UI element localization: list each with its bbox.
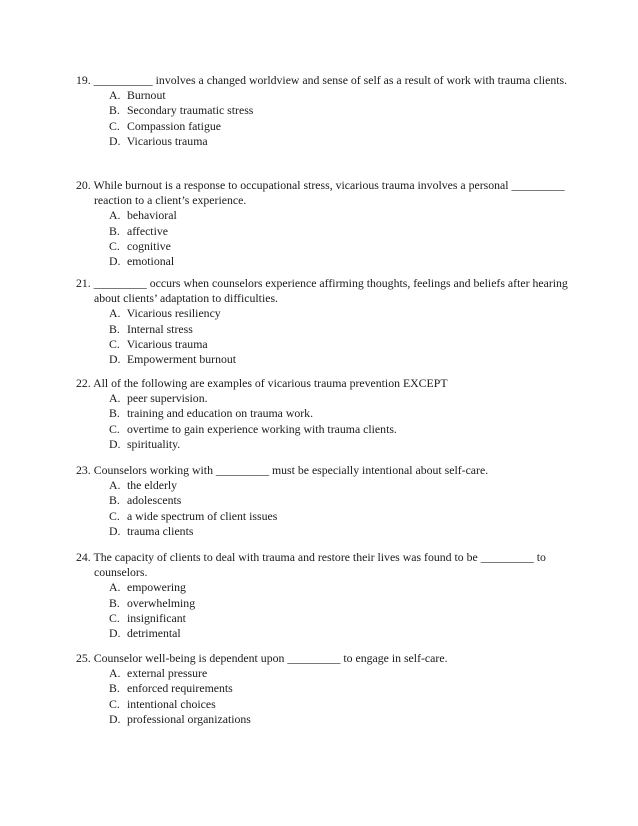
question-number: 20. xyxy=(76,178,91,192)
question-stem xyxy=(76,178,576,208)
option-letter: D. xyxy=(109,351,121,366)
option-list xyxy=(76,306,576,367)
option-text: overwhelming xyxy=(126,595,196,610)
question-stem xyxy=(76,73,576,88)
option-c xyxy=(109,119,576,134)
option-a xyxy=(109,208,576,223)
option-a xyxy=(109,478,576,493)
option-list xyxy=(76,391,576,452)
option-text: enforced requirements xyxy=(126,681,233,696)
option-text: Burnout xyxy=(126,88,166,103)
option-text: Secondary traumatic stress xyxy=(126,103,254,118)
option-text: external pressure xyxy=(126,666,208,681)
option-c xyxy=(109,509,576,524)
question-19 xyxy=(76,73,576,149)
option-text: Empowerment burnout xyxy=(126,351,237,366)
option-b xyxy=(109,596,576,611)
option-letter: A. xyxy=(109,306,121,321)
option-letter: B. xyxy=(109,406,120,421)
option-letter: D. xyxy=(109,523,121,538)
question-number: 24. xyxy=(76,550,91,564)
option-letter: A. xyxy=(109,391,121,406)
option-c xyxy=(109,697,576,712)
option-d xyxy=(109,626,576,641)
option-text: Vicarious trauma xyxy=(126,133,208,148)
question-text: The capacity of clients to deal with trauma and restore their lives was found to be _________ to counselors. xyxy=(93,550,546,580)
option-list xyxy=(76,478,576,539)
option-text: emotional xyxy=(126,253,175,268)
option-text: behavioral xyxy=(126,208,177,223)
question-stem xyxy=(76,276,576,306)
question-number: 21. xyxy=(76,276,91,290)
option-text: overtime to gain experience working with trauma clients. xyxy=(126,421,397,436)
option-letter: A. xyxy=(109,580,121,595)
option-text: empowering xyxy=(126,580,186,595)
option-list xyxy=(76,208,576,269)
question-text: Counselors working with _________ must be especially intentional about self-care. xyxy=(93,463,489,477)
option-letter: C. xyxy=(109,421,120,436)
option-text: trauma clients xyxy=(126,523,194,538)
option-letter: B. xyxy=(109,681,120,696)
option-text: the elderly xyxy=(126,478,178,493)
question-stem xyxy=(76,376,576,391)
option-text: detrimental xyxy=(126,625,181,640)
option-a xyxy=(109,666,576,681)
option-letter: B. xyxy=(109,493,120,508)
option-letter: D. xyxy=(109,625,121,640)
question-number: 25. xyxy=(76,651,91,665)
question-text: All of the following are examples of vicarious trauma prevention EXCEPT xyxy=(93,376,448,390)
option-letter: B. xyxy=(109,223,120,238)
option-text: cognitive xyxy=(126,238,171,253)
option-c xyxy=(109,239,576,254)
option-d xyxy=(109,134,576,149)
option-b xyxy=(109,493,576,508)
option-letter: C. xyxy=(109,336,120,351)
option-letter: B. xyxy=(109,595,120,610)
question-text: While burnout is a response to occupational stress, vicarious trauma involves a personal _________ reaction to a client’s experience. xyxy=(93,178,565,208)
option-text: professional organizations xyxy=(126,711,251,726)
question-stem xyxy=(76,651,576,666)
option-d xyxy=(109,524,576,539)
option-b xyxy=(109,681,576,696)
question-25 xyxy=(76,651,576,727)
option-letter: C. xyxy=(109,610,120,625)
option-letter: C. xyxy=(109,118,120,133)
option-list xyxy=(76,666,576,727)
question-21 xyxy=(76,276,576,367)
option-letter: A. xyxy=(109,478,121,493)
option-letter: D. xyxy=(109,133,121,148)
option-d xyxy=(109,352,576,367)
option-text: Internal stress xyxy=(126,321,193,336)
option-letter: D. xyxy=(109,436,121,451)
question-number: 19. xyxy=(76,73,91,87)
option-list xyxy=(76,580,576,641)
option-letter: B. xyxy=(109,103,120,118)
option-c xyxy=(109,422,576,437)
option-text: a wide spectrum of client issues xyxy=(126,508,278,523)
option-letter: A. xyxy=(109,88,121,103)
option-b xyxy=(109,322,576,337)
question-number: 23. xyxy=(76,463,91,477)
option-text: Compassion fatigue xyxy=(126,118,221,133)
option-a xyxy=(109,580,576,595)
option-text: intentional choices xyxy=(126,696,216,711)
option-c xyxy=(109,611,576,626)
question-text: _________ occurs when counselors experience affirming thoughts, feelings and beliefs after hearing about clients’ adaptation to difficulties. xyxy=(93,276,568,306)
option-letter: C. xyxy=(109,508,120,523)
question-number: 22. xyxy=(76,376,91,390)
option-text: peer supervision. xyxy=(126,391,208,406)
question-23 xyxy=(76,463,576,539)
option-c xyxy=(109,337,576,352)
question-stem xyxy=(76,550,576,580)
option-letter: C. xyxy=(109,696,120,711)
option-text: spirituality. xyxy=(126,436,181,451)
option-d xyxy=(109,254,576,269)
option-letter: D. xyxy=(109,711,121,726)
option-d xyxy=(109,437,576,452)
option-text: Vicarious resiliency xyxy=(126,306,221,321)
option-b xyxy=(109,103,576,118)
option-b xyxy=(109,224,576,239)
option-letter: A. xyxy=(109,208,121,223)
question-stem xyxy=(76,463,576,478)
option-list xyxy=(76,88,576,149)
option-a xyxy=(109,391,576,406)
option-text: affective xyxy=(126,223,168,238)
option-letter: B. xyxy=(109,321,120,336)
option-d xyxy=(109,712,576,727)
option-text: insignificant xyxy=(126,610,186,625)
question-20 xyxy=(76,178,576,269)
option-a xyxy=(109,88,576,103)
question-text: Counselor well-being is dependent upon _________ to engage in self-care. xyxy=(93,651,448,665)
option-letter: D. xyxy=(109,253,121,268)
option-letter: C. xyxy=(109,238,120,253)
question-22 xyxy=(76,376,576,452)
option-text: Vicarious trauma xyxy=(126,336,208,351)
question-24 xyxy=(76,550,576,641)
option-letter: A. xyxy=(109,666,121,681)
option-text: training and education on trauma work. xyxy=(126,406,314,421)
option-a xyxy=(109,306,576,321)
option-text: adolescents xyxy=(126,493,182,508)
option-b xyxy=(109,406,576,421)
question-text: __________ involves a changed worldview and sense of self as a result of work with trauma clients. xyxy=(93,73,568,87)
